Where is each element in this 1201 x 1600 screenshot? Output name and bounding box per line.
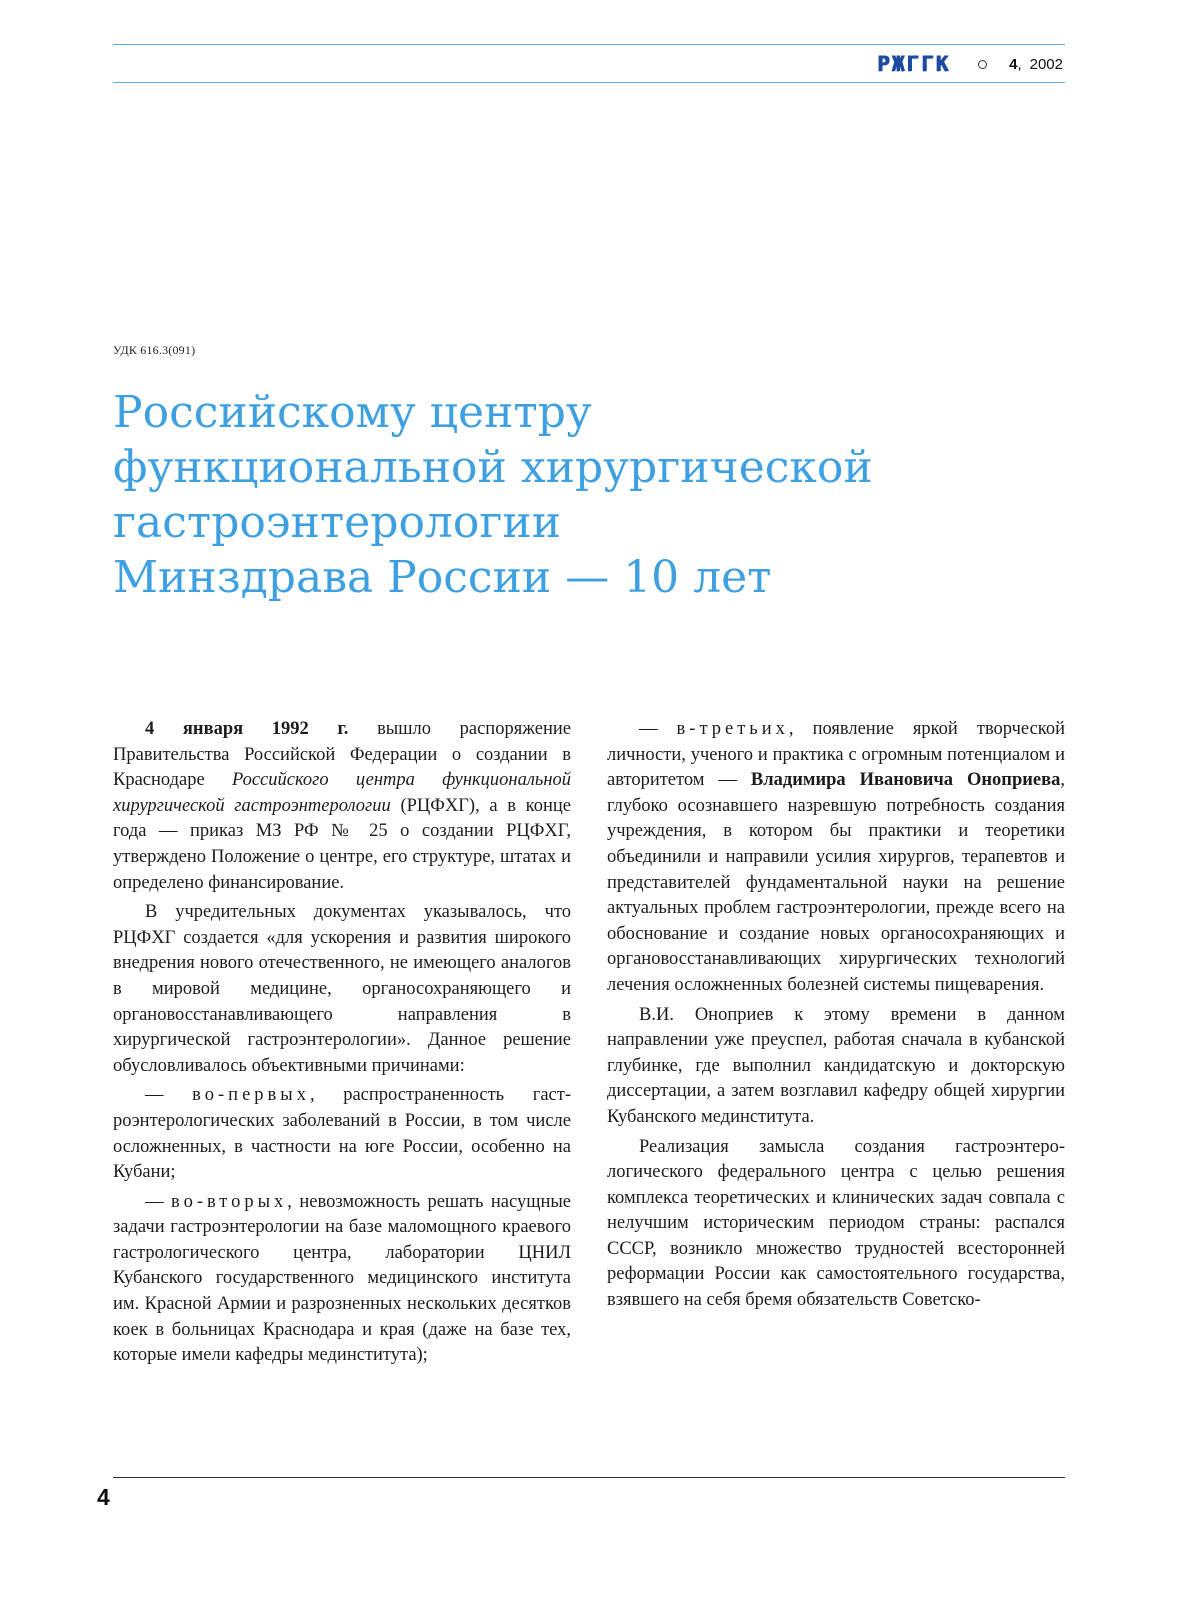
paragraph-text: , распространенность гастроэнтерологических заболеваний в России, в том числе осложненных, в частности на юге России, особенно на Кубани; [113, 1085, 572, 1183]
paragraph-text: , невозможность решать насущные задачи гастроэнтерологии на базе маломощного краевого гастрологического центра, лаборатории ЦНИЛ Кубанского государственного медицинского института им. Красной Армии и разрозненных нескольких десятков коек в больницах Краснодара и края (даже на базе тех, которые имели кафедры мединститута); [113, 1191, 572, 1366]
journal-logo: РЖГГК [876, 52, 951, 76]
list-dash: — [145, 1085, 193, 1106]
title-line: функциональной хирургической [113, 442, 873, 493]
spaced-word: во-вторых [170, 1191, 288, 1212]
list-dash: — [639, 719, 677, 739]
title-line: гастроэнтерологии [113, 497, 562, 548]
title-line: Минздрава России — 10 лет [113, 552, 772, 603]
paragraph-text: (РЦФХГ), а в конце года — приказ МЗ РФ № 25 о создании РЦФХГ, утверждено Положение о центре, его структуре, штатах и определено финансирование. [113, 795, 571, 893]
paragraph-text: , глубоко осознавшего назревшую потребность создания учреждения, в котором бы практики и теоретики объединили и направили усилия хирургов, терапевтов и представителей фундаментальной науки на решение актуальных проблем гастроэнтерологии, прежде всего на обоснование и создание новых органосохраняющих и органовосстанавливающих хирургических технологий лечения осложненных болезней системы пищеварения. [607, 770, 1065, 995]
running-header [877, 52, 1063, 76]
circle-separator-icon [978, 60, 987, 69]
left-column [113, 717, 571, 1373]
issue-comma: , [1017, 55, 1022, 73]
center-name-italic: Российского центра функциональной хирургической гастроэнтерологии [113, 770, 572, 816]
header-top-rule [113, 44, 1065, 45]
person-name: Владимира Ивановича Оноприева [750, 770, 1061, 791]
paragraph [113, 1190, 571, 1369]
header-bottom-rule [113, 82, 1065, 83]
footer-rule [113, 1477, 1065, 1478]
page-number: 4 [97, 1484, 110, 1510]
issue-number: 4 [1009, 55, 1018, 73]
paragraph: Реализация замысла создания гастроэнтерологического федерального центра с целью решения комплекса теоретических и клинических задач совпала с нелучшим историческим периодом страны: распался СССР, возникло множество трудностей всесторонней реформации России как самостоятельного государства, взявшего на себя бремя обязательств Советско- [607, 1136, 1065, 1311]
list-dash: — [145, 1191, 171, 1212]
paragraph: В учредительных документах указывалось, что РЦФХГ создается «для ускорения и развития широкого внедрения нового отечественного, не имеющего аналогов в мировой медицине, органосохраняющего и органовосстанавливающего направления в хирургической гастроэнтерологии». Данное решение обусловливалось объективными причинами: [113, 902, 571, 1076]
paragraph-text: , появление яркой творческой личности, ученого и практика с огромным потенциалом и авторитетом — [607, 719, 1065, 791]
spaced-word: в-третьих [676, 719, 789, 739]
paragraph [607, 717, 1065, 999]
date-lead: 4 января 1992 г. [145, 719, 349, 739]
right-column [607, 717, 1065, 1318]
paragraph [113, 717, 571, 896]
title-line: Российскому центру [113, 387, 592, 438]
paragraph: В.И. Оноприев к этому времени в данном направлении уже преуспел, работая сначала в кубанской глубинке, где выполнил кандидатскую и докторскую диссертации, а затем возглавил кафедру общей хирургии Кубанского мединститута. [607, 1004, 1065, 1127]
spaced-word: во-первых [192, 1085, 310, 1106]
paragraph [113, 1083, 571, 1185]
paragraph-text: вышло распоряжение Правительства Российской Федерации о создании в Краснодаре [113, 719, 571, 791]
issue-year: 2002 [1029, 55, 1063, 73]
article-title [113, 385, 1065, 605]
udk-code: УДК 616.3(091) [113, 343, 196, 357]
